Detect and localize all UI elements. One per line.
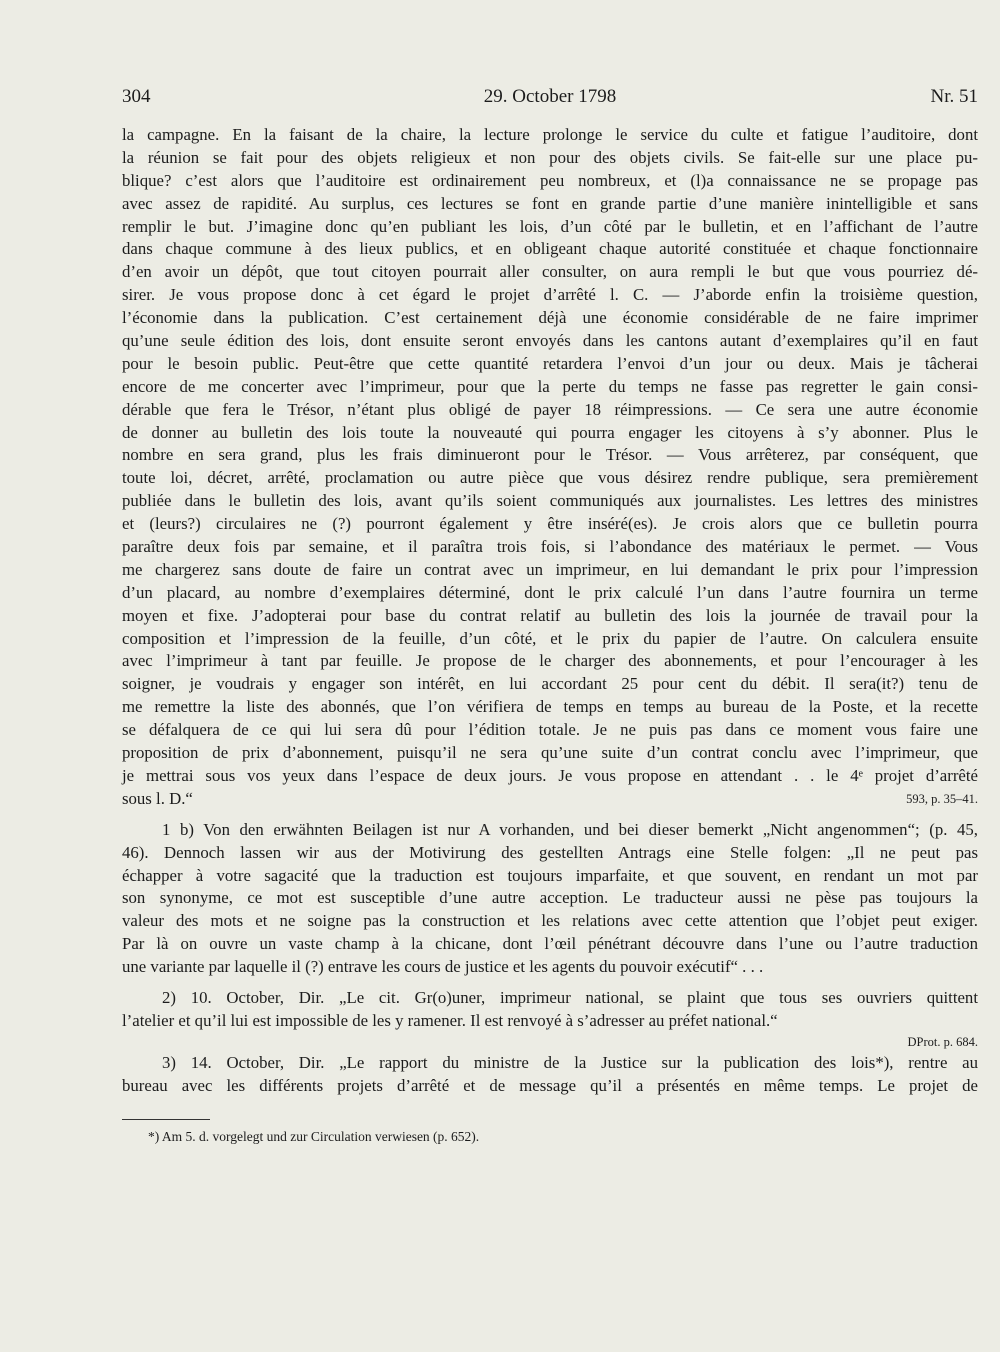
text-line: 1 b) Von den erwähnten Beilagen ist nur A vorhanden, und bei dieser bemerkt „Nicht angenommen“; (p. 45, [162,819,978,839]
text-line: me chargerez sans doute de faire un contrat avec un imprimeur, en lui demandant le prix pour l’impression [122,559,978,579]
text-line: pour le besoin public. Peut-être que cette quantité retardera l’envoi d’un jour ou deux. Mais je tâcherai [122,353,978,373]
text-line: paraître deux fois par semaine, et il paraîtra trois fois, si l’abondance des matériaux le permet. — Vous [122,537,978,557]
text-line: l’économie dans la publication. C’est certainement déjà une économie considérable de ne faire imprimer [122,308,978,328]
text-line: et (leurs?) circulaires ne (?) pourront également y être inséré(es). Je crois alors que ce bulletin pourra [122,514,978,534]
text-line: proposition de prix d’abonnement, puisqu’il ne sera qu’une suite d’un contrat conclu avec l’imprimeur, que [122,743,978,763]
text-line: avec assez de rapidité. Au surplus, ces lectures se font en grande partie d’une manière inintelligible et sans [122,193,978,213]
text-line: composition et l’impression de la feuille, d’un côté, et le prix du papier de l’autre. On calculera ensuite [122,628,978,648]
text-line: dans chaque commune à des lieux publics, et en obligeant chaque autorité constituée et chaque fonctionnaire [122,239,978,259]
footnote-divider [122,1119,210,1120]
text-line: d’en avoir un dépôt, que tout citoyen pourrait aller consulter, on aura rempli le but que vous pourriez dé- [122,262,978,282]
text-line: Par là on ouvre un vaste champ à la chicane, dont l’œil pénétrant découvre dans l’une ou l’autre traduction [122,934,978,954]
text-line: son synonyme, ce mot est susceptible d’une autre acception. Le traducteur aussi ne pèse pas toujours la [122,888,978,908]
text-line: dérable que fera le Trésor, n’étant plus obligé de payer 18 réimpressions. — Ce sera une autre économie [122,399,978,419]
text-line: soigner, je voudrais y engager son intérêt, en lui accordant 25 pour cent du débit. Il sera(it?) tenu de [122,674,978,694]
text-line: la réunion se fait pour des objets religieux et non pour des objets civils. Se fait-elle sur une place pu- [122,147,978,167]
text-line: une variante par laquelle il (?) entrave les cours de justice et les agents du pouvoir exécutif“ . . . [122,957,764,977]
text-line: publiée dans le bulletin des lois, avant qu’ils soient communiqués aux journalistes. Les lettres des ministres [122,491,978,511]
page-number: 304 [122,86,151,107]
text-line-with-source [122,788,978,811]
text-line: l’atelier et qu’il lui est impossible de les y ramener. Il est renvoyé à s’adresser au préfet national.“ [122,1010,778,1030]
text-line: me remettre la liste des abonnés, que l’on vérifiera de temps en temps au bureau de la Poste, et la recette [122,697,978,717]
main-text [122,124,978,1098]
text-line: avec l’imprimeur à tant par feuille. Je propose de le charger des abonnements, et pour l’encourager à les [122,651,978,671]
page-header [122,86,978,116]
text-line: de donner au bulletin des lois toute la nouveauté qui pourra engager les citoyens à s’y abonner. Plus le [122,422,978,442]
document-number: Nr. 51 [930,86,978,107]
text-line: 46). Dennoch lassen wir aus der Motivirung des gestellten Antrags eine Stelle folgen: „Il ne peut pas [122,842,978,862]
text-line: bureau avec les différents projets d’arrêté et de message qu’il a présentés en même temps. Le projet de [122,1075,978,1095]
text-line: échapper à votre sagacité que la traduction est toujours imparfaite, et que souvent, en rendant un mot par [122,865,978,885]
footnote: *) Am 5. d. vorgelegt und zur Circulation verwiesen (p. 652). [148,1129,480,1144]
source-reference: 593, p. 35–41. [906,791,978,806]
running-date: 29. October 1798 [483,86,617,107]
text-line: blique? c’est alors que l’auditoire est ordinairement peu nombreux, et (l)a connaissance ne se propage pas [122,170,978,190]
text-line: 3) 14. October, Dir. „Le rapport du ministre de la Justice sur la publication des lois*), rentre au [162,1052,978,1072]
text-line: d’un placard, au nombre d’exemplaires déterminé, dont le prix calculé l’un dans l’autre fournira un terme [122,582,978,602]
text-line: 2) 10. October, Dir. „Le cit. Gr(o)uner, imprimeur national, se plaint que tous ses ouvriers quittent [162,987,978,1007]
text-line: valeur des mots et ne soigne pas la construction et les relations avec cette attention que l’objet peut exiger. [122,911,978,931]
source-reference: DProt. p. 684. [907,1034,978,1049]
note-1b [122,819,978,979]
text-line: moyen et fixe. J’adopterai pour base du contrat relatif au bulletin des lois la journée de travail pour la [122,605,978,625]
note-3 [122,1052,978,1098]
paragraph-decree-text [122,124,978,811]
text-line: qu’une seule édition des lois, dont ensuite seront envoyés dans les cantons autant d’exemplaires qu’il en faut [122,331,978,351]
text-line: remplir le but. J’imagine donc qu’en publiant les lois, d’un côté par le bulletin, et en l’affichant de l’autre [122,216,978,236]
note-2 [122,987,978,1052]
text-line: nombre en sera grand, plus les frais diminueront pour le Trésor. — Vous arrêterez, par conséquent, que [122,445,978,465]
text-line: la campagne. En la faisant de la chaire, la lecture prolonge le service du culte et fatigue l’auditoire, dont [122,125,978,144]
text-line: encore de me concerter avec l’imprimeur, pour que la perte du temps ne fasse pas regretter le gain consi- [122,376,978,396]
text-line: sirer. Je vous propose donc à cet égard le projet d’arrêté l. C. — J’aborde enfin la troisième question, [122,285,978,305]
text-line: toute loi, décret, arrêté, proclamation ou autre pièce que vous désirez rendre publique, sera premièrement [122,468,978,488]
paragraph-end: sous l. D.“ [122,788,193,808]
text-line: je mettrai sous vos yeux dans l’espace de deux jours. Je vous propose en attendant . . le 4ᵉ projet d’arrêté [122,765,978,785]
text-line: se défalquera de ce qui lui sera dû pour l’édition totale. Je ne puis pas dans ce moment vous faire une [122,720,978,740]
